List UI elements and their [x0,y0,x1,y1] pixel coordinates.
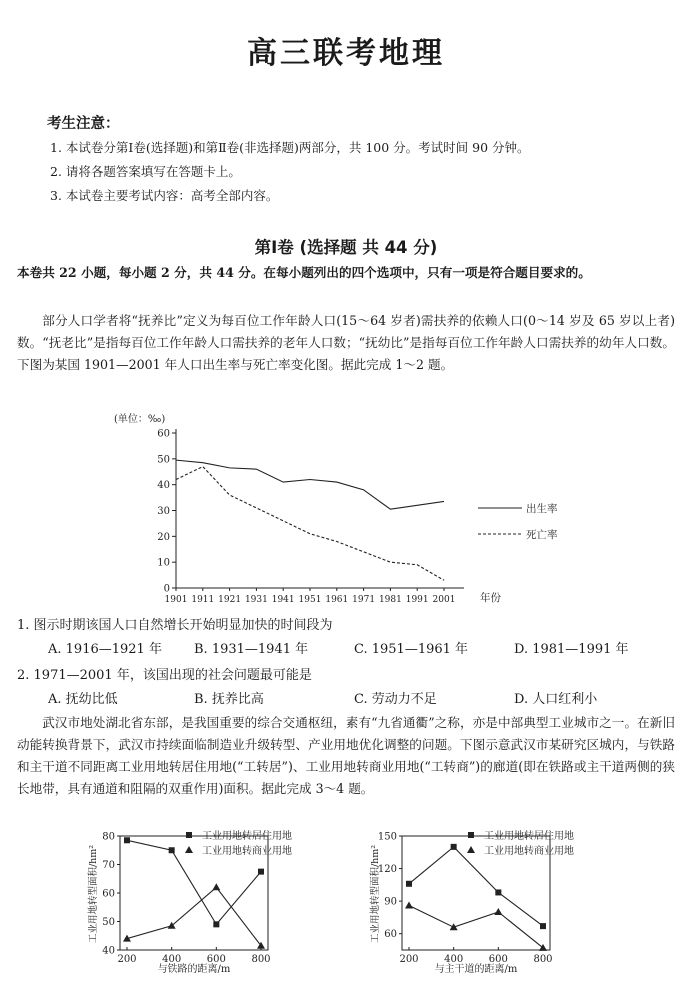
chart3-y-tick-label: 150 [377,831,397,843]
chart1-x-tick-label: 1961 [325,595,349,605]
chart3-commercial-point [494,908,502,915]
chart2-y-tick-label: 40 [102,945,115,957]
chart1-x-tick-label: 1901 [164,595,188,605]
notice-item: 2. 请将各题答案填写在答题卡上。 [50,164,241,179]
chart1-y-tick-label: 60 [157,428,170,440]
chart3-residential-point [406,881,412,887]
chart3-x-tick-label: 400 [444,954,464,965]
passage-2: 武汉市地处湖北省东部，是我国重要的综合交通枢纽，素有“九省通衢”之称，亦是中部典型工业城市之一。在新旧动能转换背景下，武汉市持续面临制造业升级转型、产业用地优化调整的问题。下图示意武汉市某研究区城内，与铁路和主干道不同距离工业用地转居住用地(“工转居”)、工业用地转商业用地(“工转商”)的廊道(即在铁路或主干道两侧的狭长地带，具有通道和阻隔的双重作用)面积。据此完成 3～4 题。 [17,715,675,796]
chart2-residential-point [169,847,175,853]
chart2-y-axis-label: 工业用地转型面积/hm² [88,844,99,944]
notice-item: 1. 本试卷分第Ⅰ卷(选择题)和第Ⅱ卷(非选择题)两部分，共 100 分。考试时间 90 分钟。 [50,140,530,155]
question-2-option-c: C. 劳动力不足 [354,692,437,707]
chart3-residential-point [495,889,501,895]
question-2-option-b: B. 抚养比高 [194,692,264,707]
chart1-x-tick-label: 1941 [271,595,295,605]
chart1-y-tick-label: 30 [157,506,170,517]
chart3-legend-residential: 工业用地转居住用地 [484,831,574,842]
chart3-y-axis-label: 工业用地转型面积/hm² [370,844,381,944]
chart3-x-axis-label: 与主干道的距离/m [434,964,518,975]
chart3-commercial-line [409,905,543,947]
birth-death-rate-chart [100,408,570,608]
chart3-residential-point [540,923,546,929]
legend-square-marker [468,832,474,838]
birth-rate-line [176,460,444,509]
chart1-y-tick-label: 10 [157,557,170,569]
question-2-option-d: D. 人口红利小 [514,692,598,707]
question-1-option-b: B. 1931—1941 年 [194,642,309,657]
chart1-unit-label: (单位：‰) [114,414,166,425]
chart3-x-tick-label: 600 [488,954,508,965]
chart2-x-tick-label: 800 [251,954,271,965]
legend-death-label: 死亡率 [526,529,558,541]
main-road-distance-chart [364,826,624,976]
chart2-x-tick-label: 400 [162,954,182,965]
chart2-residential-point [124,837,130,843]
chart2-y-tick-label: 80 [102,831,115,843]
chart1-y-tick-label: 0 [163,583,170,595]
chart3-y-tick-label: 120 [377,864,397,876]
chart3-residential-line [409,847,543,926]
chart3-y-tick-label: 60 [384,929,397,941]
notice-item: 3. 本试卷主要考试内容：高考全部内容。 [50,188,279,203]
legend-square-marker [186,832,192,838]
railway-distance-chart [82,826,342,976]
legend-triangle-marker [185,846,193,853]
chart2-residential-point [258,869,264,875]
chart3-y-tick-label: 90 [384,896,397,908]
legend-birth-label: 出生率 [526,503,558,515]
chart2-x-tick-label: 600 [206,954,226,965]
chart1-x-tick-label: 1911 [191,595,215,605]
chart1-x-tick-label: 1971 [352,595,376,605]
chart1-x-tick-label: 1991 [405,595,429,605]
chart3-x-tick-label: 800 [533,954,553,965]
chart1-x-tick-label: 1951 [298,595,322,605]
notice-heading: 考生注意： [47,115,120,132]
chart1-y-tick-label: 50 [157,454,170,466]
page-title: 高三联考地理 [247,36,445,71]
question-2-option-a: A. 抚幼比低 [48,692,118,707]
chart2-commercial-point [212,883,220,890]
chart2-x-axis-label: 与铁路的距离/m [157,964,231,975]
chart2-y-tick-label: 70 [102,860,115,871]
question-1-stem: 1. 图示时期该国人口自然增长开始明显加快的时间段为 [17,618,333,633]
chart1-y-tick-label: 20 [157,531,170,543]
chart2-residential-point [213,921,219,927]
chart1-y-tick-label: 40 [157,480,170,492]
chart1-x-tick-label: 1921 [218,595,242,605]
chart1-x-axis-label: 年份 [480,592,501,604]
chart1-x-tick-label: 2001 [432,595,456,605]
chart2-legend-commercial: 工业用地转商业用地 [202,846,292,857]
legend-triangle-marker [467,846,475,853]
chart3-legend-commercial: 工业用地转商业用地 [484,846,574,857]
chart3-commercial-point [405,901,413,908]
chart1-x-tick-label: 1931 [244,595,268,605]
chart2-y-tick-label: 60 [102,888,115,900]
chart3-residential-point [451,844,457,850]
section-instruction: 本卷共 22 小题，每小题 2 分，共 44 分。在每小题列出的四个选项中，只有一项是符合题目要求的。 [17,265,591,280]
question-2-stem: 2. 1971—2001 年，该国出现的社会问题最可能是 [17,668,312,683]
passage-1: 部分人口学者将“抚养比”定义为每百位工作年龄人口(15～64 岁者)需扶养的依赖人口(0～14 岁及 65 岁以上者)数。“抚老比”是指每百位工作年龄人口需扶养的老年人口数；“抚幼比”是指每百位工作年龄人口需扶养的幼年人口数。下图为某国 1901—2001 年人口出生率与死亡率变化图。据此完成 1～2 题。 [17,313,675,372]
question-1-option-c: C. 1951—1961 年 [354,642,469,657]
chart2-legend-residential: 工业用地转居住用地 [202,831,292,842]
question-1-option-a: A. 1916—1921 年 [48,642,162,657]
chart1-x-tick-label: 1981 [378,595,402,605]
chart2-x-tick-label: 200 [117,954,137,965]
question-1-option-d: D. 1981—1991 年 [514,642,629,657]
death-rate-line [176,467,444,581]
section-title: 第Ⅰ卷 (选择题 共 44 分) [254,238,438,257]
chart3-x-tick-label: 200 [399,954,419,965]
chart2-y-tick-label: 50 [102,917,115,928]
